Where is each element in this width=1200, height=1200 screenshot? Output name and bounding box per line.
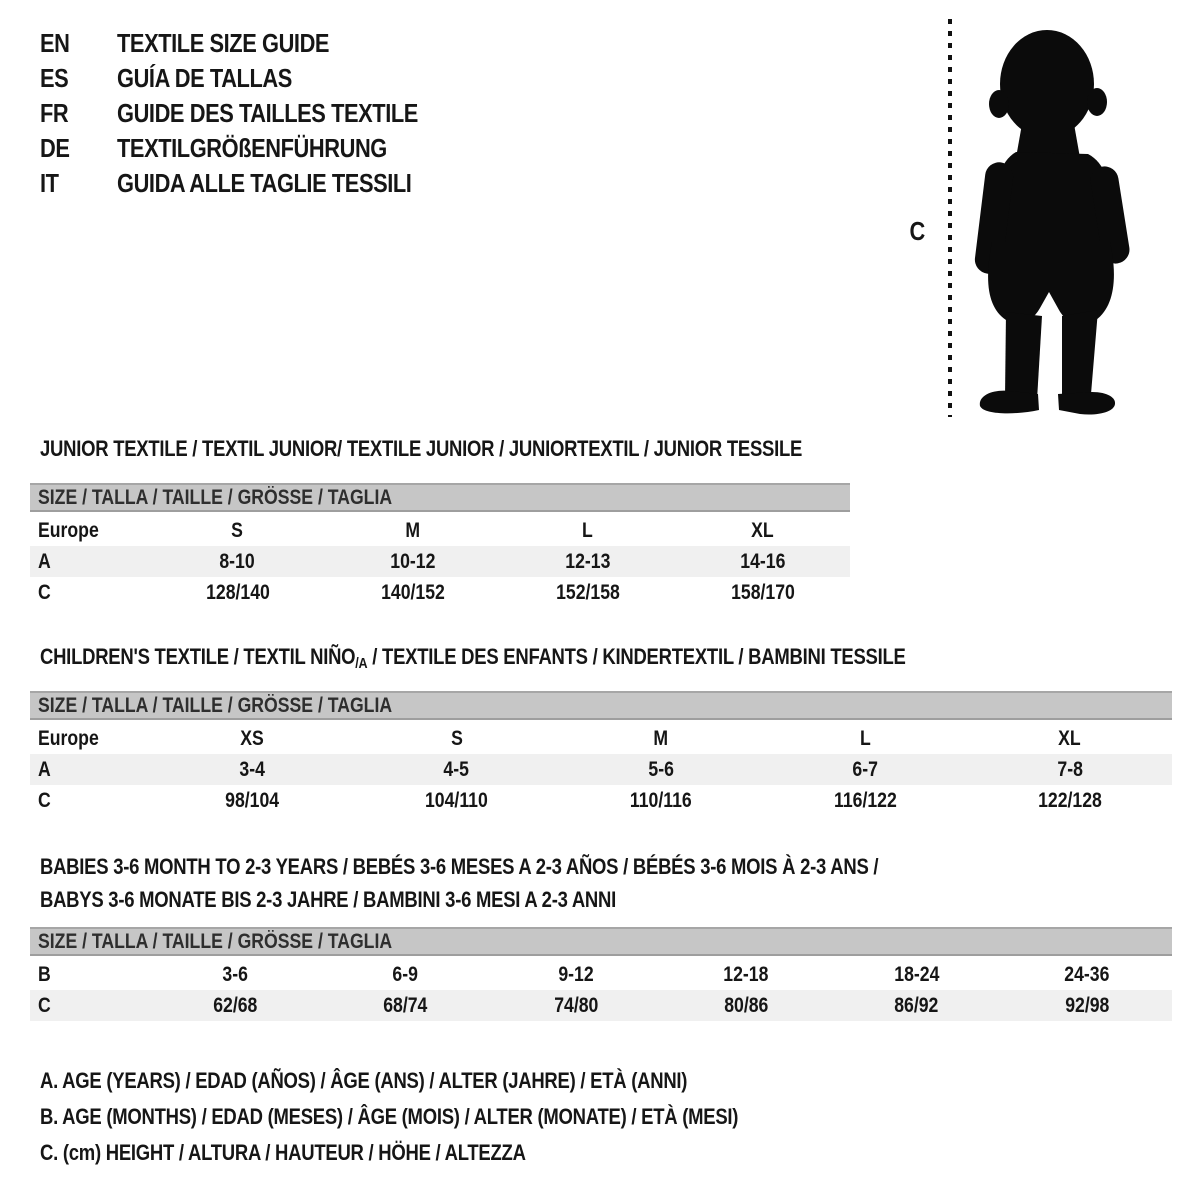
table-cell: 9-12 [558,962,594,986]
table-cell: 128/140 [205,580,270,604]
table-cell: 6-9 [392,962,419,986]
measure-label: C [909,216,926,246]
table-cell: 152/158 [555,580,620,604]
table-row [30,723,1172,754]
table-cell: 7-8 [1057,757,1083,781]
table-cell: XL [1058,726,1082,750]
section-title-babies: BABIES 3-6 MONTH TO 2-3 YEARS / BEBÉS 3-6 MESES A 2-3 AÑOS / BÉBÉS 3-6 MOIS À 2-3 ANS / BABYS 3-6 MONATE BIS 2-3 JAHRE / BAMBINI 3-6 MESI A 2-3 ANNI [40,854,879,912]
size-header-bar: SIZE / TALLA / TAILLE / GRÖSSE / TAGLIA [30,927,1172,956]
table-cell: L [860,726,871,750]
table-cell: 92/98 [1064,993,1109,1017]
row-label: C [38,788,51,812]
table-cell: 158/170 [730,580,795,604]
table-cell: XL [751,518,774,542]
table-cell: S [450,726,463,750]
toddler-silhouette [958,14,1148,422]
table-cell: 62/68 [213,993,258,1017]
language-title: GUIDA ALLE TAGLIE TESSILI [117,168,412,198]
table-cell: S [231,518,244,542]
table-cell: 24-36 [1064,962,1110,986]
table-cell: 3-6 [222,962,248,986]
table-cell: 80/86 [724,993,769,1017]
row-label: B [38,962,51,986]
table-cell: M [405,518,420,542]
table-cell: 14-16 [739,549,786,573]
table-cell: 8-10 [219,549,256,573]
table-cell: 18-24 [893,962,940,986]
table-cell: 68/74 [383,993,428,1017]
language-title: TEXTILGRÖßENFÜHRUNG [117,133,387,163]
language-code: EN [40,28,70,58]
table-cell: 86/92 [894,993,939,1017]
table-cell: 140/152 [380,580,445,604]
footnotes [40,1068,871,1176]
language-code: DE [40,133,70,163]
table-cell: 12-13 [564,549,611,573]
table-cell: 4-5 [443,757,470,781]
language-title: GUIDE DES TAILLES TEXTILE [117,98,418,128]
footnote-a: A. AGE (YEARS) / EDAD (AÑOS) / ÂGE (ANS) / ALTER (JAHRE) / ETÀ (ANNI) [40,1068,688,1093]
footnote-b: B. AGE (MONTHS) / EDAD (MESES) / ÂGE (MOIS) / ALTER (MONATE) / ETÀ (MESI) [40,1104,739,1129]
language-row [40,61,475,96]
row-label: A [38,757,51,781]
table-row [30,959,1172,990]
table-row [30,785,1172,816]
row-label: C [38,580,51,604]
language-title: TEXTILE SIZE GUIDE [117,28,330,58]
table-cell: 10-12 [389,549,436,573]
table-cell: 98/104 [225,788,280,812]
height-measure-line [944,16,956,420]
language-header [40,26,475,201]
language-row [40,96,475,131]
table-row [30,515,850,546]
table-row [30,546,850,577]
section-title-junior: JUNIOR TEXTILE / TEXTIL JUNIOR/ TEXTILE JUNIOR / JUNIORTEXTIL / JUNIOR TESSILE [40,436,803,461]
size-header-bar: SIZE / TALLA / TAILLE / GRÖSSE / TAGLIA [30,691,1172,720]
table-row [30,754,1172,785]
section-title-children: CHILDREN'S TEXTILE / TEXTIL $NIÑO_{/A}$ / TEXTILE DES ENFANTS / KINDERTEXTIL / BAMBINI TESSILE [40,644,906,672]
row-label: Europe [38,518,99,542]
language-row [40,26,475,61]
size-header-bar: SIZE / TALLA / TAILLE / GRÖSSE / TAGLIA [30,483,850,512]
footnote-c: C. (cm) HEIGHT / ALTURA / HAUTEUR / HÖHE / ALTEZZA [40,1140,526,1165]
table-cell: 5-6 [648,757,674,781]
children-size-table [30,691,1172,816]
nino-a-suffix: /A [355,655,368,672]
table-row [30,990,1172,1021]
table-cell: XS [240,726,264,750]
language-code: FR [40,98,69,128]
table-cell: 6-7 [852,757,879,781]
table-cell: 12-18 [723,962,769,986]
language-code: IT [40,168,59,198]
table-cell: 104/110 [425,788,489,812]
table-cell: 74/80 [553,993,598,1017]
language-row [40,166,475,201]
table-cell: 110/116 [630,788,692,812]
language-row [40,131,475,166]
babies-size-table [30,927,1172,1021]
table-cell: 3-4 [239,757,265,781]
row-label: A [38,549,51,573]
table-cell: 122/128 [1037,788,1102,812]
row-label: C [38,993,51,1017]
table-cell: M [653,726,669,750]
table-cell: 116/122 [834,788,897,812]
table-cell: L [582,518,593,542]
table-row [30,577,850,608]
language-title: GUÍA DE TALLAS [117,63,292,93]
language-code: ES [40,63,69,93]
junior-size-table [30,483,850,608]
row-label: Europe [38,726,99,750]
